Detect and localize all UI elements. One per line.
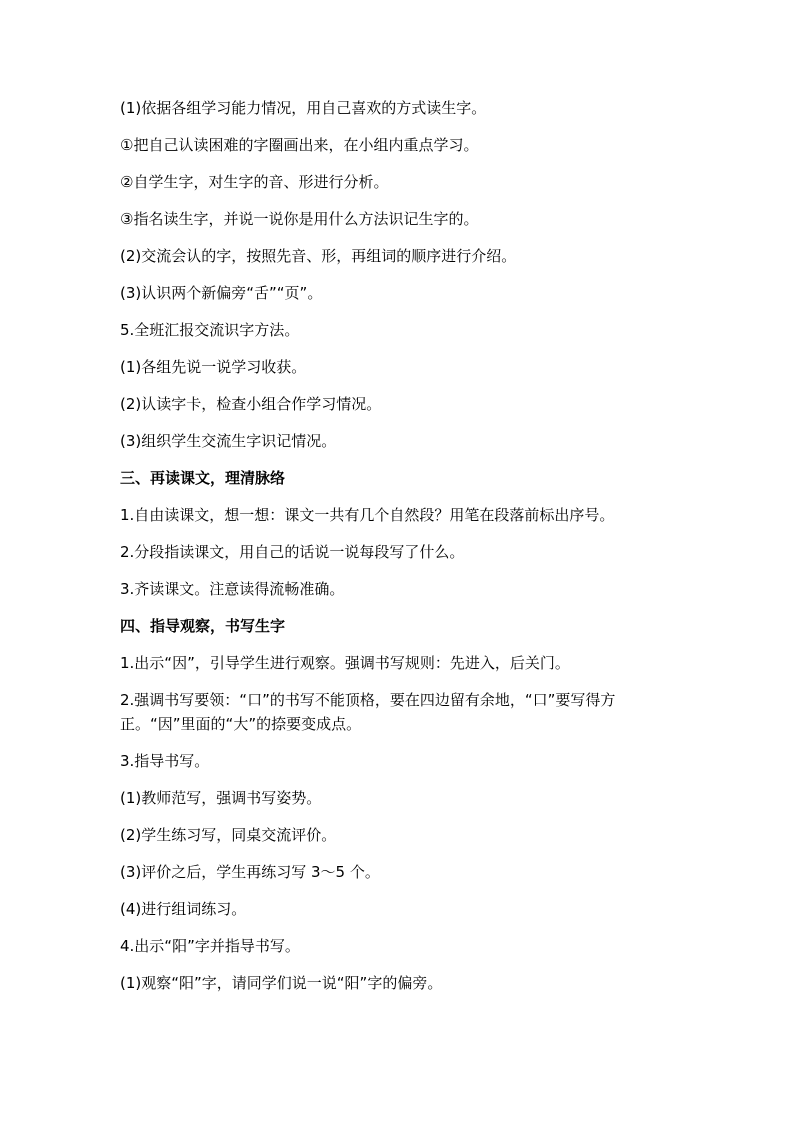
- paragraph: 4.出示“阳”字并指导书写。: [120, 937, 300, 955]
- paragraph: (2)学生练习写，同桌交流评价。: [120, 826, 337, 844]
- paragraph: (1)教师范写，强调书写姿势。: [120, 789, 322, 807]
- paragraph: 5.全班汇报交流识字方法。: [120, 321, 300, 339]
- paragraph: ②自学生字，对生字的音、形进行分析。: [120, 173, 389, 191]
- paragraph: (4)进行组词练习。: [120, 900, 247, 918]
- paragraph: (2)认读字卡，检查小组合作学习情况。: [120, 395, 382, 413]
- paragraph: (1)各组先说一说学习收获。: [120, 358, 307, 376]
- paragraph: (3)组织学生交流生字识记情况。: [120, 432, 337, 450]
- paragraph: (1)依据各组学习能力情况，用自己喜欢的方式读生字。: [120, 99, 487, 117]
- paragraph: ①把自己认读困难的字圈画出来，在小组内重点学习。: [120, 136, 479, 154]
- paragraph: (3)认识两个新偏旁“舌”“页”。: [120, 284, 323, 302]
- section-heading: 四、指导观察，书写生字: [120, 617, 286, 635]
- paragraph: (3)评价之后，学生再练习写 3～5 个。: [120, 863, 380, 881]
- document-body: [120, 96, 680, 1008]
- paragraph: 3.指导书写。: [120, 752, 210, 770]
- paragraph: (2)交流会认的字，按照先音、形，再组词的顺序进行介绍。: [120, 247, 517, 265]
- paragraph: 1.自由读课文，想一想：课文一共有几个自然段？用笔在段落前标出序号。: [120, 506, 615, 524]
- paragraph: 3.齐读课文。注意读得流畅准确。: [120, 580, 345, 598]
- paragraph: ③指名读生字，并说一说你是用什么方法识记生字的。: [120, 210, 479, 228]
- paragraph: 1.出示“因”，引导学生进行观察。强调书写规则：先进入，后关门。: [120, 654, 570, 672]
- paragraph: 2.分段指读课文，用自己的话说一说每段写了什么。: [120, 543, 465, 561]
- paragraph: (1)观察“阳”字，请同学们说一说“阳”字的偏旁。: [120, 974, 443, 992]
- section-heading: 三、再读课文，理清脉络: [120, 469, 286, 487]
- paragraph: 2.强调书写要领：“口”的书写不能顶格，要在四边留有余地，“口”要写得方正。“因”里面的“大”的捺要变成点。: [120, 691, 616, 733]
